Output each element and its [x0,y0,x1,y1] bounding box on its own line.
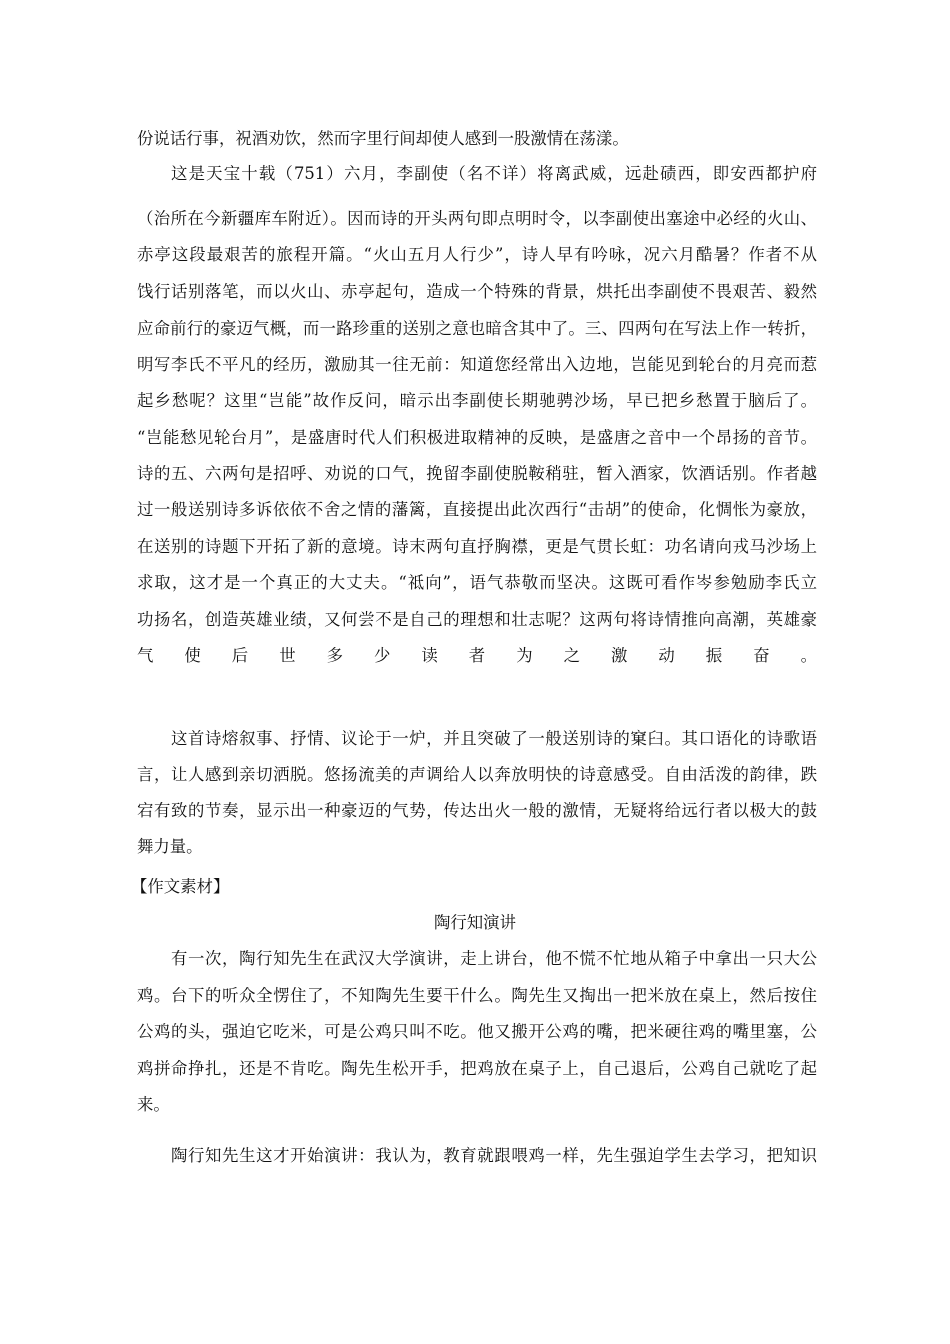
paragraph-line: 鸡。台下的听众全愣住了，不知陶先生要干什么。陶先生又掏出一把米放在桌上，然后按住 [137,986,817,1005]
paragraph-line: 有一次，陶行知先生在武汉大学演讲，走上讲台，他不慌不忙地从箱子中拿出一只大公 [171,949,817,968]
paragraph-line: 功扬名，创造英雄业绩，又何尝不是自己的理想和壮志呢？这两句将诗情推向高潮，英雄豪 [137,610,817,629]
paragraph-line: 这首诗熔叙事、抒情、议论于一炉，并且突破了一般送别诗的窠臼。其口语化的诗歌语 [171,729,817,748]
paragraph-line: 过一般送别诗多诉依依不舍之情的藩篱，直接提出此次西行“击胡”的使命，化惆怅为豪放， [137,500,817,519]
paragraph-line: 饯行话别落笔，而以火山、赤亭起句，造成一个特殊的背景，烘托出李副使不畏艰苦、毅然 [137,282,817,301]
paragraph-line: 明写李氏不平凡的经历，激励其一往无前：知道您经常出入边地，岂能见到轮台的月亮而惹 [137,355,817,374]
paragraph-line: （治所在今新疆库车附近）。因而诗的开头两句即点明时令，以李副使出塞途中必经的火山、 [137,209,817,228]
essay-title: 陶行知演讲 [434,913,516,932]
paragraph-line: 赤亭这段最艰苦的旅程开篇。“火山五月人行少”，诗人早有吟咏，况六月酷暑？作者不从 [137,245,817,264]
paragraph-line: 气使后世多少读者为之激动振奋。 [137,646,817,665]
paragraph-line: 诗的五、六两句是招呼、劝说的口气，挽留李副使脱鞍稍驻，暂入酒家，饮酒话别。作者越 [137,464,817,483]
paragraph-line: 求取，这才是一个真正的大丈夫。“祗向”，语气恭敬而坚决。这既可看作岑参勉励李氏立 [137,573,817,592]
paragraph-line: 言，让人感到亲切洒脱。悠扬流美的声调给人以奔放明快的诗意感受。自由活泼的韵律，跌 [137,765,817,784]
paragraph-line: “岂能愁见轮台月”，是盛唐时代人们积极进取精神的反映，是盛唐之音中一个昂扬的音节。 [137,428,817,447]
paragraph-line: 舞力量。 [137,837,203,856]
section-heading: 【作文素材】 [131,877,230,896]
paragraph-line: 鸡拼命挣扎，还是不肯吃。陶先生松开手，把鸡放在桌子上，自己退后，公鸡自己就吃了起 [137,1059,817,1078]
paragraph-line: 这是天宝十载（751）六月，李副使（名不详）将离武威，远赴碛西，即安西都护府 [171,164,817,183]
paragraph-line: 公鸡的头，强迫它吃米，可是公鸡只叫不吃。他又搬开公鸡的嘴，把米硬往鸡的嘴里塞，公 [137,1022,817,1041]
paragraph-line: 陶行知先生这才开始演讲：我认为，教育就跟喂鸡一样，先生强迫学生去学习，把知识 [171,1146,817,1165]
paragraph-line: 份说话行事，祝酒劝饮，然而字里行间却使人感到一股激情在荡漾。 [137,129,629,148]
paragraph-line: 应命前行的豪迈气概，而一路珍重的送别之意也暗含其中了。三、四两句在写法上作一转折， [137,319,817,338]
paragraph-line: 在送别的诗题下开拓了新的意境。诗末两句直抒胸襟，更是气贯长虹：功名请向戎马沙场上 [137,537,817,556]
paragraph-line: 来。 [137,1095,170,1114]
paragraph-line: 宕有致的节奏，显示出一种豪迈的气势，传达出火一般的激情，无疑将给远行者以极大的鼓 [137,801,817,820]
paragraph-line: 起乡愁呢？这里“岂能”故作反问，暗示出李副使长期驰骋沙场，早已把乡愁置于脑后了。 [137,391,817,410]
